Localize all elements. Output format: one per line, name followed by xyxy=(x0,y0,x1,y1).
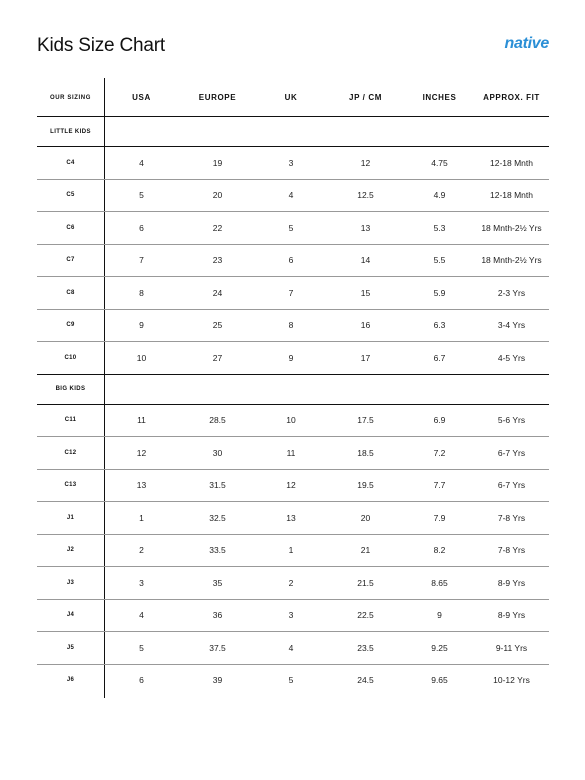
size-label-cell: C10 xyxy=(37,342,104,375)
table-cell: 8.65 xyxy=(405,567,474,600)
table-cell: 4 xyxy=(104,599,179,632)
table-cell: 6-7 Yrs xyxy=(474,469,549,502)
table-cell: 7.2 xyxy=(405,437,474,470)
table-cell: 12 xyxy=(104,437,179,470)
table-cell: 7-8 Yrs xyxy=(474,502,549,535)
section-label: LITTLE KIDS xyxy=(37,117,104,147)
table-row xyxy=(37,342,549,375)
table-cell: 6 xyxy=(256,244,326,277)
column-header: UK xyxy=(256,79,326,117)
table-cell: 9-11 Yrs xyxy=(474,632,549,665)
section-header-row xyxy=(37,374,549,404)
table-cell: 5.5 xyxy=(405,244,474,277)
table-body xyxy=(37,117,549,697)
table-row xyxy=(37,632,549,665)
size-label-cell: C4 xyxy=(37,147,104,180)
table-cell: 2 xyxy=(104,534,179,567)
table-cell: 3 xyxy=(104,567,179,600)
table-cell: 1 xyxy=(104,502,179,535)
table-cell: 18 Mnth-2½ Yrs xyxy=(474,244,549,277)
table-cell: 7.7 xyxy=(405,469,474,502)
table-cell: 30 xyxy=(179,437,256,470)
column-header: EUROPE xyxy=(179,79,256,117)
table-cell: 24.5 xyxy=(357,675,374,686)
table-cell: 28.5 xyxy=(179,404,256,437)
table-row xyxy=(37,179,549,212)
column-header: OUR SIZING xyxy=(37,79,104,117)
column-header: APPROX. FIT xyxy=(474,79,549,117)
table-cell: 10-12 Yrs xyxy=(493,675,530,686)
table-cell: 32.5 xyxy=(179,502,256,535)
table-cell: 27 xyxy=(179,342,256,375)
table-cell: 37.5 xyxy=(179,632,256,665)
section-header-row xyxy=(37,117,549,147)
table-cell: 7 xyxy=(256,277,326,310)
table-cell: 1 xyxy=(256,534,326,567)
table-cell: 4-5 Yrs xyxy=(474,342,549,375)
column-header: INCHES xyxy=(405,79,474,117)
table-cell: 7-8 Yrs xyxy=(474,534,549,567)
table-row xyxy=(37,147,549,180)
table-cell: 4.9 xyxy=(405,179,474,212)
table-cell: 9 xyxy=(256,342,326,375)
table-cell: 11 xyxy=(104,404,179,437)
table-cell: 5.9 xyxy=(405,277,474,310)
table-cell: 19.5 xyxy=(326,469,405,502)
table-cell: 3 xyxy=(256,599,326,632)
table-cell: 9.25 xyxy=(405,632,474,665)
column-header: USA xyxy=(104,79,179,117)
table-cell: 12-18 Mnth xyxy=(474,179,549,212)
table-cell: 13 xyxy=(104,469,179,502)
table-cell: 19 xyxy=(179,147,256,180)
table-cell: 4 xyxy=(256,632,326,665)
table-row xyxy=(37,664,549,696)
table-cell: 31.5 xyxy=(179,469,256,502)
table-cell: 3 xyxy=(256,147,326,180)
table-cell: 7 xyxy=(104,244,179,277)
size-chart-table xyxy=(37,79,549,696)
column-header: JP / CM xyxy=(326,79,405,117)
table-row xyxy=(37,309,549,342)
header-row xyxy=(37,79,549,117)
table-row xyxy=(37,277,549,310)
size-label-cell: J5 xyxy=(37,632,104,665)
table-cell: 2-3 Yrs xyxy=(474,277,549,310)
table-cell: 5 xyxy=(288,675,294,686)
table-row xyxy=(37,212,549,245)
size-label-cell: J3 xyxy=(37,567,104,600)
table-cell: 13 xyxy=(326,212,405,245)
table-cell: 6.7 xyxy=(405,342,474,375)
size-label-cell: J1 xyxy=(37,502,104,535)
table-cell: 22 xyxy=(179,212,256,245)
table-cell: 21.5 xyxy=(326,567,405,600)
size-label-cell: J2 xyxy=(37,534,104,567)
table-cell: 4 xyxy=(256,179,326,212)
table-row xyxy=(37,437,549,470)
table-cell: 8-9 Yrs xyxy=(474,567,549,600)
brand-logo: native xyxy=(504,35,549,52)
size-label-cell: C11 xyxy=(37,404,104,437)
table-cell: 17 xyxy=(326,342,405,375)
size-label-cell: C6 xyxy=(37,212,104,245)
table-cell: 20 xyxy=(179,179,256,212)
table-cell: 6 xyxy=(104,212,179,245)
table-cell: 15 xyxy=(326,277,405,310)
section-spacer xyxy=(104,117,549,147)
table-cell: 10 xyxy=(104,342,179,375)
table-cell: 8 xyxy=(256,309,326,342)
table-cell: 24 xyxy=(179,277,256,310)
table-cell: 6.3 xyxy=(405,309,474,342)
table-cell: 21 xyxy=(326,534,405,567)
table-cell: 4 xyxy=(104,147,179,180)
table-cell: 7.9 xyxy=(405,502,474,535)
size-label-cell: J6 xyxy=(66,677,75,684)
table-cell: 6.9 xyxy=(405,404,474,437)
table-cell: 8.2 xyxy=(405,534,474,567)
table-cell: 4.75 xyxy=(405,147,474,180)
table-cell: 33.5 xyxy=(179,534,256,567)
table-row xyxy=(37,567,549,600)
table-cell: 23 xyxy=(179,244,256,277)
size-label-cell: C7 xyxy=(37,244,104,277)
table-cell: 12 xyxy=(256,469,326,502)
table-row xyxy=(37,244,549,277)
table-cell: 5.3 xyxy=(405,212,474,245)
table-cell: 12 xyxy=(326,147,405,180)
page-title: Kids Size Chart xyxy=(37,35,165,56)
table-cell: 14 xyxy=(326,244,405,277)
table-cell: 18.5 xyxy=(326,437,405,470)
table-cell: 5 xyxy=(104,179,179,212)
table-cell: 23.5 xyxy=(326,632,405,665)
table-cell: 9.65 xyxy=(431,675,448,686)
section-spacer xyxy=(104,374,549,404)
table-cell: 9 xyxy=(104,309,179,342)
table-cell: 17.5 xyxy=(326,404,405,437)
size-label-cell: C9 xyxy=(37,309,104,342)
table-row xyxy=(37,469,549,502)
table-cell: 8 xyxy=(104,277,179,310)
size-label-cell: J4 xyxy=(37,599,104,632)
table-cell: 22.5 xyxy=(326,599,405,632)
table-cell: 5-6 Yrs xyxy=(474,404,549,437)
table-cell: 39 xyxy=(212,675,223,686)
table-row xyxy=(37,534,549,567)
table-cell: 6 xyxy=(139,675,144,686)
table-cell: 10 xyxy=(256,404,326,437)
table-cell: 12-18 Mnth xyxy=(474,147,549,180)
table-cell: 18 Mnth-2½ Yrs xyxy=(474,212,549,245)
table-cell: 9 xyxy=(405,599,474,632)
table-cell: 2 xyxy=(256,567,326,600)
section-label: BIG KIDS xyxy=(37,374,104,404)
table-cell: 8-9 Yrs xyxy=(474,599,549,632)
table-cell: 13 xyxy=(256,502,326,535)
table-cell: 36 xyxy=(179,599,256,632)
size-label-cell: C12 xyxy=(37,437,104,470)
table-cell: 5 xyxy=(256,212,326,245)
size-label-cell: C5 xyxy=(37,179,104,212)
table-cell: 6-7 Yrs xyxy=(474,437,549,470)
size-label-cell: C8 xyxy=(37,277,104,310)
table-row xyxy=(37,502,549,535)
table-cell: 35 xyxy=(179,567,256,600)
table-cell: 12.5 xyxy=(326,179,405,212)
table-cell: 20 xyxy=(326,502,405,535)
table-cell: 25 xyxy=(179,309,256,342)
table-cell: 16 xyxy=(326,309,405,342)
table-cell: 5 xyxy=(104,632,179,665)
table-row xyxy=(37,599,549,632)
size-label-cell: C13 xyxy=(37,469,104,502)
table-cell: 3-4 Yrs xyxy=(474,309,549,342)
table-cell: 11 xyxy=(256,437,326,470)
table-row xyxy=(37,404,549,437)
